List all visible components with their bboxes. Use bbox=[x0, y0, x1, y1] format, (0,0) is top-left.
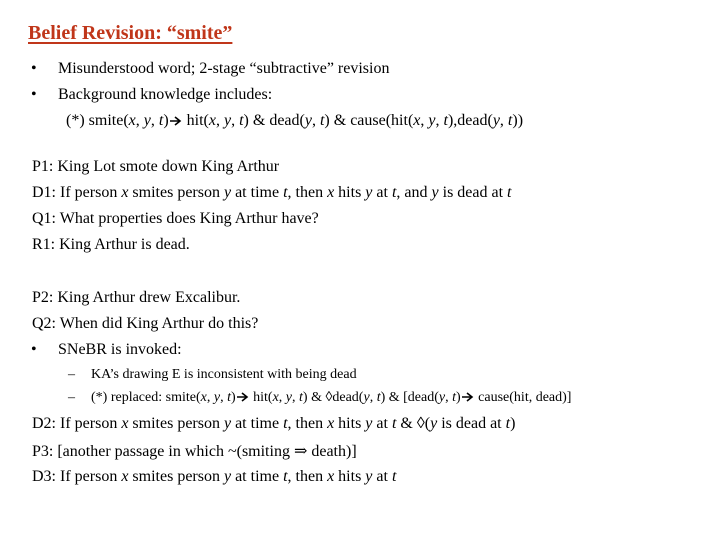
bullet-text: Background knowledge includes: bbox=[58, 86, 273, 103]
background-rule: (*) smite(x, y, t) hit(x, y, t) & dead(y, t) & cause(hit(x, y, t),dead(y, t)) bbox=[66, 112, 524, 129]
premise-p3: P3: [another passage in which ~(smiting ⇒ death)] bbox=[32, 443, 357, 460]
bullet-text: SNeBR is invoked: bbox=[58, 341, 182, 358]
premise-p2: P2: King Arthur drew Excalibur. bbox=[32, 289, 241, 306]
right-arrow-icon bbox=[462, 392, 474, 402]
reply-r1: R1: King Arthur is dead. bbox=[32, 236, 190, 253]
slide-title: Belief Revision: “smite” bbox=[28, 22, 233, 44]
definition-d3: D3: If person x smites person y at time t, then x hits y at t bbox=[32, 468, 397, 485]
dash-icon: – bbox=[68, 390, 75, 405]
dash-icon: – bbox=[68, 367, 75, 382]
right-arrow-icon bbox=[237, 392, 249, 402]
bullet-icon: • bbox=[31, 86, 37, 103]
replaced-rule: (*) replaced: smite(x, y, t) hit(x, y, t) & ◊dead(y, t) & [dead(y, t) cause(hit, dead)] bbox=[91, 390, 572, 405]
sub-bullet-text: KA’s drawing E is inconsistent with being dead bbox=[91, 367, 357, 382]
premise-p1: P1: King Lot smote down King Arthur bbox=[32, 158, 280, 175]
bullet-icon: • bbox=[31, 341, 37, 358]
question-q1: Q1: What properties does King Arthur have? bbox=[32, 210, 319, 227]
right-arrow-icon bbox=[170, 116, 182, 126]
bullet-text: Misunderstood word; 2-stage “subtractive” revision bbox=[58, 60, 390, 77]
definition-d2: D2: If person x smites person y at time t, then x hits y at t & ◊(y is dead at t) bbox=[32, 415, 516, 432]
bullet-icon: • bbox=[31, 60, 37, 77]
definition-d1: D1: If person x smites person y at time t, then x hits y at t, and y is dead at t bbox=[32, 184, 512, 201]
question-q2: Q2: When did King Arthur do this? bbox=[32, 315, 259, 332]
